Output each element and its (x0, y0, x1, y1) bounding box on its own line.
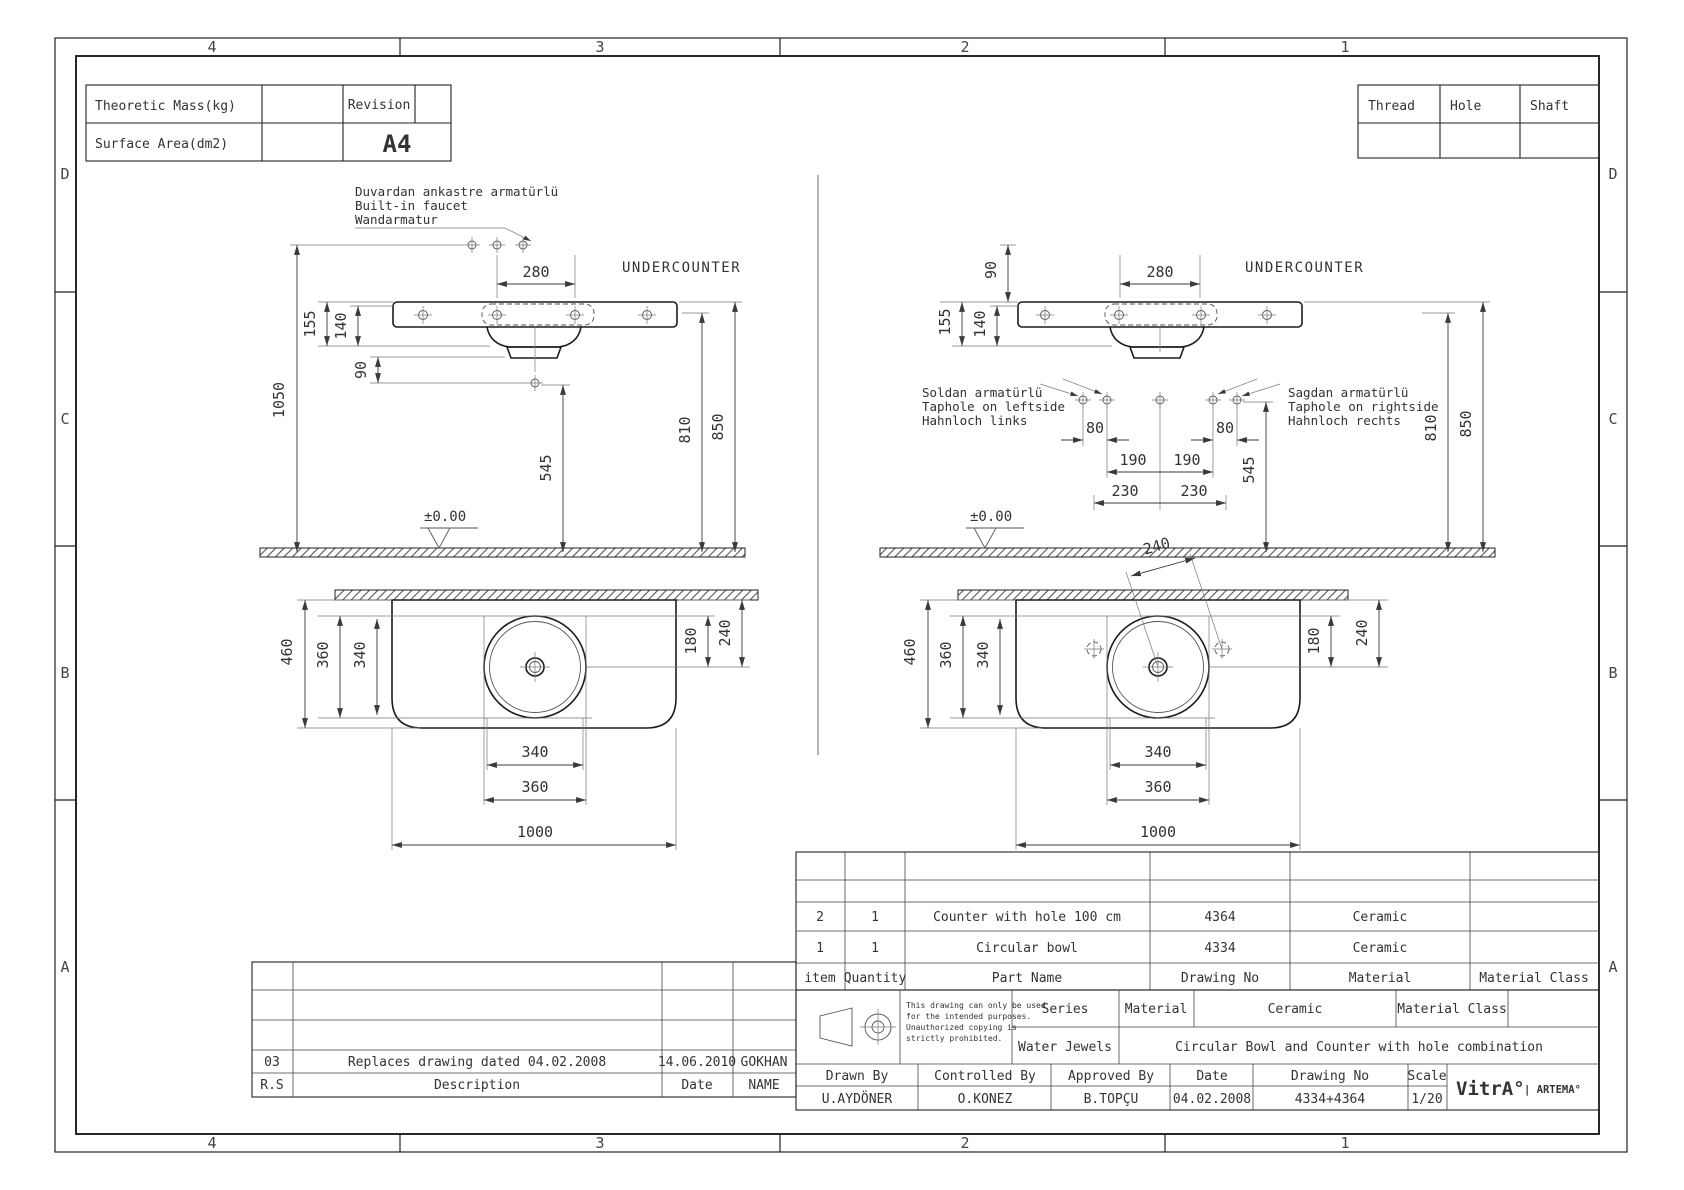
dim-90: 90 (352, 360, 370, 380)
left-plan (278, 590, 758, 850)
revision-date: 14.06.2010 (657, 1055, 737, 1070)
disclaimer (906, 1001, 1046, 1043)
left-plan-dims (278, 600, 742, 845)
series-label: Series (1041, 1002, 1089, 1017)
part-material: Ceramic (1352, 910, 1408, 925)
zone-right-c: C (1608, 410, 1618, 428)
dim-80-right: 80 (1215, 419, 1235, 437)
right-view-title: UNDERCOUNTER (1245, 260, 1365, 276)
dim-1050: 1050 (270, 381, 288, 419)
dim-340-bottom-right: 340 (1144, 743, 1172, 761)
zone-bottom-3: 3 (595, 1134, 605, 1152)
dim-850: 850 (709, 413, 727, 441)
dim-360-bottom: 360 (521, 778, 549, 796)
revision-footer-name: NAME (748, 1078, 780, 1093)
meta-table (86, 85, 451, 161)
paper-format: A4 (382, 130, 412, 158)
dim-190-right: 190 (1173, 451, 1201, 469)
product-title: Circular Bowl and Counter with hole combination (1175, 1040, 1543, 1055)
approved-by-label: Approved By (1067, 1069, 1155, 1084)
revision-row (264, 1055, 787, 1070)
zone-bottom-4: 4 (207, 1134, 217, 1152)
dim-810-right: 810 (1422, 414, 1440, 442)
drawing-no-value: 4334+4364 (1294, 1092, 1366, 1107)
dim-340-bottom: 340 (521, 743, 549, 761)
revision-footer-description: Description (433, 1078, 521, 1093)
part-material: Ceramic (1352, 941, 1408, 956)
controlled-by-label: Controlled By (934, 1069, 1036, 1084)
right-plan (901, 534, 1388, 850)
dim-180: 180 (682, 627, 700, 655)
header-material: Material (1348, 971, 1412, 986)
disclaimer-line: Unauthorized copying is (906, 1023, 1017, 1032)
dim-360-bottom-right: 360 (1144, 778, 1172, 796)
dim-360-right: 360 (937, 641, 955, 669)
zone-left-a: A (60, 958, 70, 976)
zone-top-2: 2 (960, 38, 970, 56)
title-block (796, 990, 1599, 1110)
dim-180-right: 180 (1305, 627, 1323, 655)
header-material-class: Material Class (1479, 971, 1589, 986)
zone-bottom-2: 2 (960, 1134, 970, 1152)
disclaimer-line: This drawing can only be used (906, 1001, 1046, 1010)
revision-name: GOKHAN (740, 1055, 788, 1070)
dim-340: 340 (351, 641, 369, 669)
zone-right-a: A (1608, 958, 1618, 976)
left-view-title: UNDERCOUNTER (622, 260, 742, 276)
shaft-label: Shaft (1530, 99, 1570, 114)
callout-taphole-right-en: Taphole on rightside (1288, 399, 1439, 414)
zone-left-c: C (60, 410, 70, 428)
dim-155-right: 155 (936, 308, 954, 336)
callout-taphole-right-tr: Sagdan armatürlü (1288, 385, 1409, 400)
dim-240-diagonal: 240 (1141, 533, 1173, 559)
scale-value: 1/20 (1411, 1092, 1443, 1107)
artema-logo: | ARTEMA° (1524, 1084, 1581, 1096)
zone-left-d: D (60, 165, 70, 183)
revision-no: 03 (264, 1055, 280, 1070)
part-drawing-no: 4364 (1204, 910, 1236, 925)
zone-top-1: 1 (1340, 38, 1350, 56)
dim-230-left: 230 (1111, 482, 1139, 500)
dim-545: 545 (537, 454, 555, 482)
drawing-no-label: Drawing No (1290, 1069, 1370, 1084)
dim-90-right: 90 (982, 260, 1000, 280)
series-value: Water Jewels (1018, 1040, 1112, 1055)
dim-240: 240 (716, 619, 734, 647)
material-class-label: Material Class (1397, 1002, 1507, 1017)
zone-right-d: D (1608, 165, 1618, 183)
dim-545-right: 545 (1240, 456, 1258, 484)
callout-builtin-faucet-de: Wandarmatur (355, 212, 438, 227)
callout-taphole-left-tr: Soldan armatürlü (922, 385, 1043, 400)
thread-label: Thread (1368, 99, 1415, 114)
theoretic-mass-label: Theoretic Mass(kg) (95, 99, 236, 114)
hole-label: Hole (1450, 99, 1482, 114)
part-name: Circular bowl (976, 941, 1078, 956)
zone-right-b: B (1608, 664, 1618, 682)
zone-bottom-1: 1 (1340, 1134, 1350, 1152)
dim-1000-right: 1000 (1139, 823, 1177, 841)
right-elevation (880, 245, 1495, 557)
fits-table (1358, 85, 1599, 158)
datum-left: ±0.00 (424, 509, 467, 525)
approved-by-value: B.TOPÇU (1083, 1092, 1139, 1107)
callout-taphole-left-de: Hahnloch links (922, 413, 1028, 428)
revision-footer-row (260, 1078, 779, 1093)
controlled-by-value: O.KONEZ (957, 1092, 1013, 1107)
header-quantity: Quantity (843, 971, 907, 986)
revision-label: Revision (347, 98, 411, 113)
dim-140: 140 (332, 312, 350, 340)
zone-top-3: 3 (595, 38, 605, 56)
disclaimer-line: for the intended purposes. (906, 1012, 1032, 1021)
header-part-name: Part Name (991, 971, 1063, 986)
parts-header-row (804, 971, 1588, 986)
revision-table (252, 962, 796, 1097)
dim-80-left: 80 (1085, 419, 1105, 437)
dim-1000: 1000 (516, 823, 554, 841)
dim-230-right: 230 (1180, 482, 1208, 500)
disclaimer-line: strictly prohibited. (906, 1034, 1003, 1043)
part-name: Counter with hole 100 cm (933, 910, 1121, 925)
part-item: 1 (816, 941, 824, 956)
material-label: Material (1124, 1002, 1188, 1017)
datum-right: ±0.00 (970, 509, 1013, 525)
dim-280-right: 280 (1146, 263, 1174, 281)
revision-footer-no: R.S (260, 1078, 284, 1093)
zone-top-4: 4 (207, 38, 217, 56)
header-item: item (804, 971, 836, 986)
part-item: 2 (816, 910, 824, 925)
left-elevation (260, 184, 745, 557)
dim-810: 810 (676, 416, 694, 444)
callout-builtin-faucet-en: Built-in faucet (355, 198, 468, 213)
drawn-by-value: U.AYDÖNER (821, 1092, 893, 1107)
drawn-by-label: Drawn By (825, 1069, 889, 1084)
callout-leader (355, 228, 531, 241)
projection-symbol-icon (820, 1008, 896, 1046)
callout-taphole-right-de: Hahnloch rechts (1288, 413, 1401, 428)
dim-850-right: 850 (1457, 410, 1475, 438)
callout-builtin-faucet-tr: Duvardan ankastre armatürlü (355, 184, 559, 199)
material-value: Ceramic (1267, 1002, 1323, 1017)
surface-area-label: Surface Area(dm2) (95, 137, 229, 152)
date-label: Date (1196, 1069, 1228, 1084)
revision-description: Replaces drawing dated 04.02.2008 (347, 1055, 607, 1070)
header-drawing-no: Drawing No (1180, 971, 1260, 986)
scale-label: Scale (1407, 1069, 1447, 1084)
revision-footer-date: Date (681, 1078, 713, 1093)
right-plan-dims (901, 534, 1379, 845)
dim-155: 155 (301, 310, 319, 338)
dim-460: 460 (278, 638, 296, 666)
parts-table (796, 852, 1599, 990)
part-drawing-no: 4334 (1204, 941, 1236, 956)
dim-240-right: 240 (1353, 619, 1371, 647)
part-qty: 1 (871, 910, 879, 925)
callout-taphole-left-en: Taphole on leftside (922, 399, 1065, 414)
zone-left-b: B (60, 664, 70, 682)
dim-280: 280 (522, 263, 550, 281)
dim-460-right: 460 (901, 638, 919, 666)
dim-140-right: 140 (971, 310, 989, 338)
dim-360: 360 (314, 641, 332, 669)
date-value: 04.02.2008 (1172, 1092, 1252, 1107)
part-qty: 1 (871, 941, 879, 956)
dim-190-left: 190 (1119, 451, 1147, 469)
vitra-logo: VitrA° (1456, 1078, 1525, 1100)
left-elevation-dims (270, 245, 742, 552)
dim-340-right: 340 (974, 641, 992, 669)
